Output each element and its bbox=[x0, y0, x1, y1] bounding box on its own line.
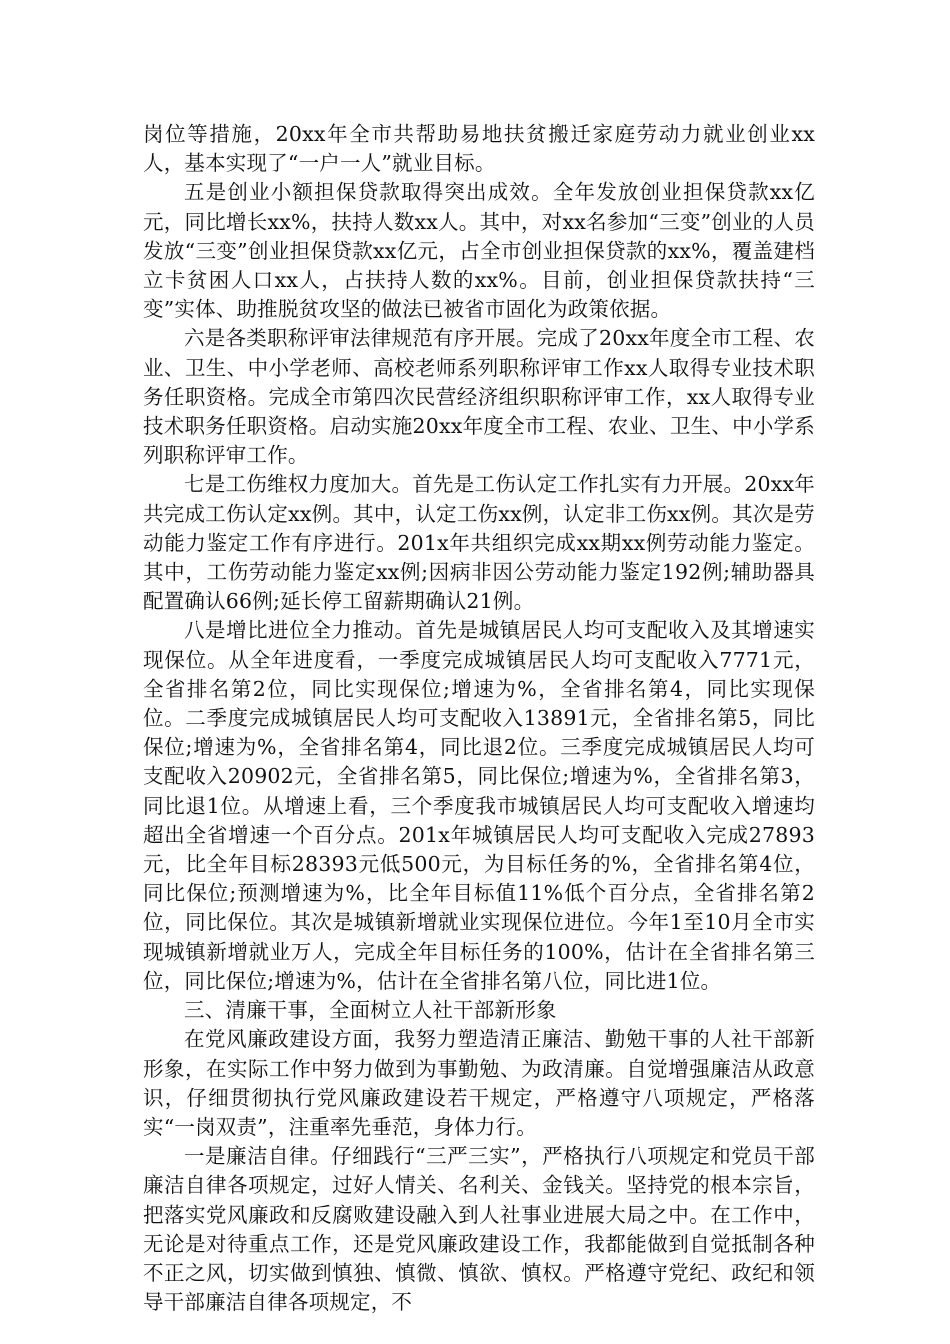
paragraph-self-discipline: 一是廉洁自律。仔细践行“三严三实”，严格执行八项规定和党员干部廉洁自律各项规定，过好人情关、名利关、金钱关。坚持党的根本宗旨，把落实党风廉政和反腐败建设融入到人社事业进展大局之中。在工作中，无论是对待重点工作，还是党风廉政建设工作，我都能做到自觉抵制各种不正之风，切实做到慎独、慎微、慎欲、慎权。严格遵守党纪、政纪和领导干部廉洁自律各项规定，不 bbox=[143, 1144, 815, 1315]
section-heading-integrity: 三、清廉干事，全面树立人社干部新形象 bbox=[184, 998, 557, 1023]
paragraph-ranking-progress: 八是增比进位全力推动。首先是城镇居民人均可支配收入及其增速实现保位。从全年进度看，一季度完成城镇居民人均可支配收入7771元，全省排名第2位，同比实现保位;增速为%，全省排名第4，同比实现保位。二季度完成城镇居民人均可支配收入13891元，全省排名第5，同比保位;增速为%，全省排名第4，同比退2位。三季度完成城镇居民人均可支配收入20902元，全省排名第5，同比保位;增速为%，全省排名第3，同比退1位。从增速上看，三个季度我市城镇居民人均可支配收入增速均超出全省增速一个百分点。201x年城镇居民人均可支配收入完成27893元，比全年目标28393元低500元，为目标任务的%，全省排名第4位，同比保位;预测增速为%，比全年目标值11%低个百分点，全省排名第2位，同比保位。其次是城镇新增就业实现保位进位。今年1至10月全市实现城镇新增就业万人，完成全年目标任务的100%，估计在全省排名第三位，同比保位;增速为%，估计在全省排名第八位，同比进1位。 bbox=[143, 618, 815, 993]
paragraph-work-injury: 七是工伤维权力度加大。首先是工伤认定工作扎实有力开展。20xx年共完成工伤认定xx例。其中，认定工伤xx例，认定非工伤xx例。其次是劳动能力鉴定工作有序进行。201x年共组织完成xx期xx例劳动能力鉴定。其中，工伤劳动能力鉴定xx例;因病非因公劳动能力鉴定192例;辅助器具配置确认66例;延长停工留薪期确认21例。 bbox=[143, 472, 815, 614]
paragraph-title-evaluation: 六是各类职称评审法律规范有序开展。完成了20xx年度全市工程、农业、卫生、中小学老师、高校老师系列职称评审工作xx人取得专业技术职务任职资格。完成全市第四次民营经济组织职称评审工作，xx人取得专业技术职务任职资格。启动实施20xx年度全市工程、农业、卫生、中小学系列职称评审工作。 bbox=[143, 326, 815, 468]
paragraph-entrepreneurship-loans: 五是创业小额担保贷款取得突出成效。全年发放创业担保贷款xx亿元，同比增长xx%，扶持人数xx人。其中，对xx名参加“三变”创业的人员发放“三变”创业担保贷款xx亿元，占全市创业担保贷款的xx%，覆盖建档立卡贫困人口xx人，占扶持人数的xx%。目前，创业担保贷款扶持“三变”实体、助推脱贫攻坚的做法已被省市固化为政策依据。 bbox=[143, 180, 815, 322]
paragraph-party-conduct: 在党风廉政建设方面，我努力塑造清正廉洁、勤勉干事的人社干部新形象，在实际工作中努力做到为事勤勉、为政清廉。自觉增强廉洁从政意识，仔细贯彻执行党风廉政建设若干规定，严格遵守八项规定，严格落实“一岗双责”，注重率先垂范，身体力行。 bbox=[143, 1027, 815, 1139]
paragraph-employment-goal: 岗位等措施，20xx年全市共帮助易地扶贫搬迁家庭劳动力就业创业xx人，基本实现了“一户一人”就业目标。 bbox=[143, 122, 815, 176]
document-body bbox=[143, 120, 815, 1317]
